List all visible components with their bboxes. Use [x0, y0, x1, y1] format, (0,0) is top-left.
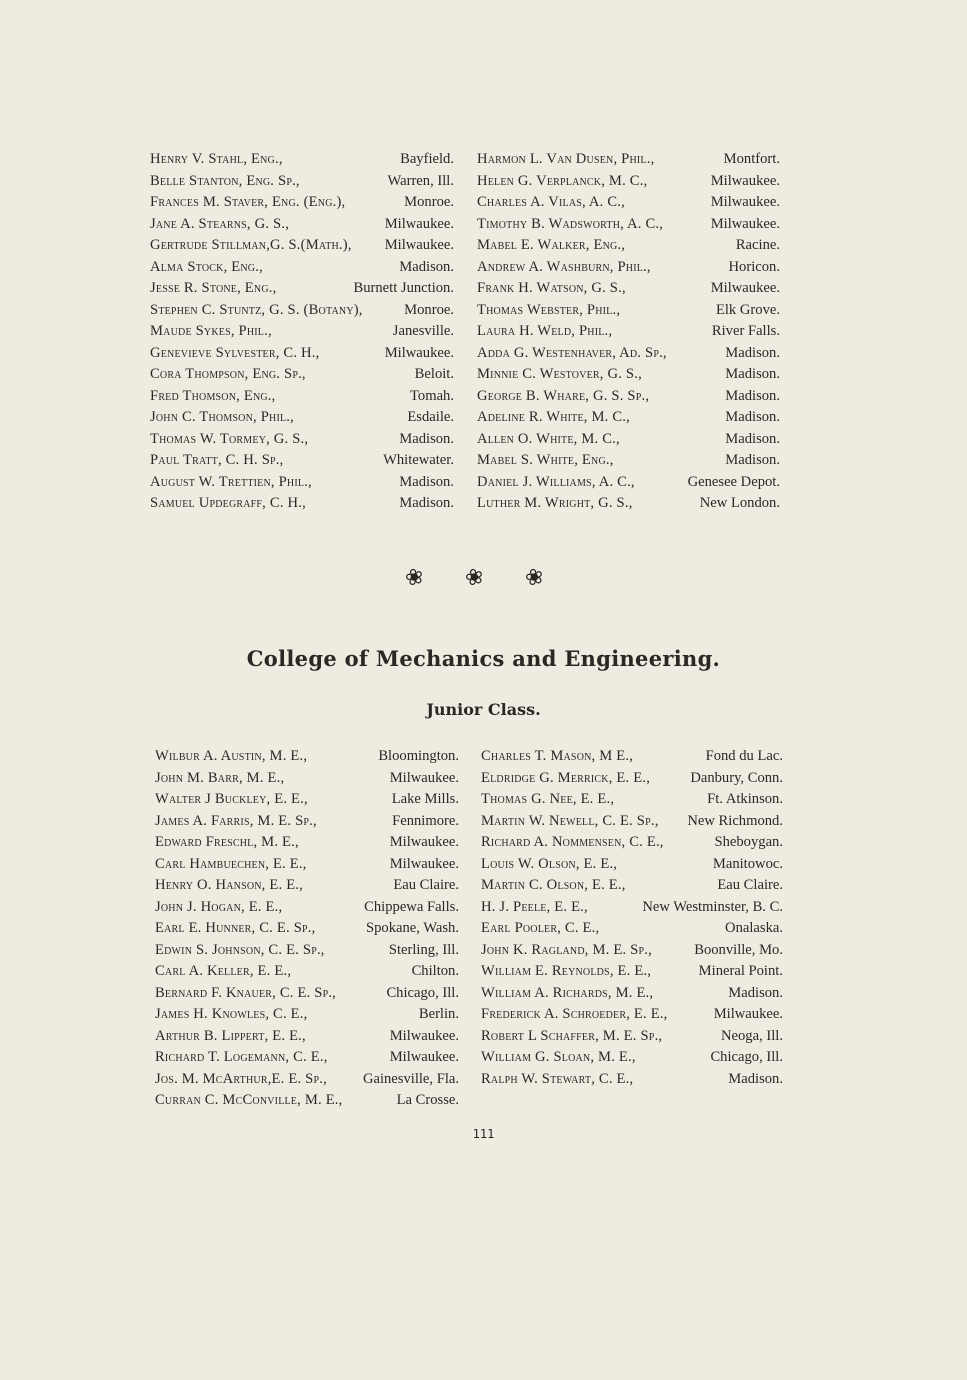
- roster-entry: [150, 429, 454, 451]
- flower-icon: ❀: [462, 557, 505, 592]
- student-hometown: Bayfield.: [400, 151, 454, 167]
- student-hometown: Ft. Atkinson.: [707, 791, 783, 807]
- student-name: Belle Stanton, Eng. Sp.,: [150, 172, 300, 189]
- student-name: John M. Barr, M. E.,: [155, 769, 285, 786]
- roster-entry: [477, 300, 780, 322]
- roster-entry: [150, 300, 454, 322]
- student-name: Henry O. Hanson, E. E.,: [155, 877, 304, 893]
- student-name: George B. Whare, G. S. Sp.,: [477, 387, 650, 404]
- student-hometown: Genesee Depot.: [687, 473, 780, 490]
- roster-entry: [150, 278, 454, 300]
- student-hometown: Fond du Lac.: [705, 748, 783, 764]
- roster-entry: [481, 789, 783, 811]
- student-hometown: Milwaukee.: [384, 237, 454, 253]
- student-name: Richard A. Nommensen, C. E.,: [481, 834, 664, 850]
- student-name: Martin C. Olson, E. E.,: [481, 877, 626, 893]
- roster-entry: [150, 257, 454, 279]
- student-name: Frederick A. Schroeder, E. E.,: [481, 1006, 668, 1022]
- student-hometown: Chippewa Falls.: [364, 898, 459, 915]
- roster-entry: [481, 811, 783, 833]
- student-hometown: Milwaukee.: [389, 769, 459, 786]
- student-name: Ralph W. Stewart, C. E.,: [481, 1070, 634, 1087]
- roster-column-top-left: [150, 149, 454, 515]
- roster-entry: [150, 171, 454, 193]
- roster-entry: [155, 1026, 459, 1048]
- student-name: Earl Pooler, C. E.,: [481, 920, 600, 936]
- roster-entry: [477, 364, 780, 386]
- roster-entry: [155, 789, 459, 811]
- roster-entry: [155, 768, 459, 790]
- roster-entry: [155, 940, 459, 962]
- student-name: Richard T. Logemann, C. E.,: [155, 1049, 328, 1065]
- roster-column-bottom-right: [481, 746, 783, 1090]
- student-hometown: Madison.: [725, 366, 780, 382]
- student-name: Bernard F. Knauer, C. E. Sp.,: [155, 984, 337, 1001]
- student-hometown: New Richmond.: [687, 812, 783, 829]
- student-hometown: Whitewater.: [383, 452, 454, 468]
- student-name: James A. Farris, M. E. Sp.,: [155, 812, 317, 829]
- student-name: William E. Reynolds, E. E.,: [481, 963, 652, 979]
- roster-entry: [481, 1069, 783, 1091]
- student-hometown: Milwaukee.: [710, 194, 780, 210]
- roster-entry: [477, 171, 780, 193]
- student-name: H. J. Peele, E. E.,: [481, 898, 588, 915]
- roster-entry: [155, 983, 459, 1005]
- roster-entry: [155, 811, 459, 833]
- student-hometown: Sterling, Ill.: [388, 941, 459, 958]
- roster-entry: [155, 875, 459, 897]
- student-hometown: Eau Claire.: [393, 877, 459, 893]
- roster-entry: [150, 450, 454, 472]
- student-name: Edwin S. Johnson, C. E. Sp.,: [155, 941, 325, 958]
- student-hometown: Madison.: [399, 495, 454, 511]
- roster-entry: [150, 493, 454, 515]
- student-hometown: Elk Grove.: [715, 301, 780, 318]
- student-name: Henry V. Stahl, Eng.,: [150, 151, 283, 167]
- student-hometown: Racine.: [735, 237, 780, 253]
- roster-entry: [477, 493, 780, 515]
- roster-entry: [481, 875, 783, 897]
- roster-entry: [477, 386, 780, 408]
- student-name: Edward Freschl, M. E.,: [155, 834, 299, 850]
- student-name: Walter J Buckley, E. E.,: [155, 791, 308, 807]
- roster-entry: [477, 450, 780, 472]
- student-hometown: Janesville.: [392, 323, 454, 339]
- student-name: William A. Richards, M. E.,: [481, 984, 654, 1001]
- student-name: Eldridge G. Merrick, E. E.,: [481, 769, 651, 786]
- student-name: Jos. M. McArthur,E. E. Sp.,: [155, 1070, 327, 1087]
- student-name: William G. Sloan, M. E.,: [481, 1049, 636, 1065]
- roster-entry: [155, 746, 459, 768]
- roster-entry: [477, 235, 780, 257]
- student-hometown: Onalaska.: [725, 920, 783, 936]
- roster-entry: [481, 1047, 783, 1069]
- student-name: Alma Stock, Eng.,: [150, 258, 263, 275]
- student-name: Laura H. Weld, Phil.,: [477, 323, 613, 339]
- student-hometown: Madison.: [725, 430, 780, 447]
- roster-entry: [150, 235, 454, 257]
- page-number: 111: [472, 1127, 495, 1141]
- student-name: John C. Thomson, Phil.,: [150, 409, 294, 425]
- student-name: Frances M. Staver, Eng. (Eng.),: [150, 194, 346, 210]
- roster-entry: [477, 149, 780, 171]
- student-hometown: New Westminster, B. C.: [642, 898, 783, 915]
- section-title: College of Mechanics and Engineering.: [246, 646, 721, 671]
- student-hometown: Madison.: [728, 1070, 783, 1087]
- roster-entry: [477, 343, 780, 365]
- student-hometown: Madison.: [728, 984, 783, 1001]
- roster-entry: [481, 768, 783, 790]
- class-subtitle: Junior Class.: [426, 700, 541, 719]
- roster-entry: [481, 746, 783, 768]
- roster-entry: [477, 278, 780, 300]
- student-hometown: Montfort.: [723, 151, 780, 167]
- student-name: Adeline R. White, M. C.,: [477, 409, 630, 425]
- student-hometown: Spokane, Wash.: [366, 920, 459, 936]
- roster-entry: [477, 429, 780, 451]
- roster-entry: [150, 192, 454, 214]
- student-name: Adda G. Westenhaver, Ad. Sp.,: [477, 344, 667, 361]
- student-name: Helen G. Verplanck, M. C.,: [477, 172, 648, 189]
- student-hometown: Sheboygan.: [714, 834, 783, 850]
- student-name: Daniel J. Williams, A. C.,: [477, 473, 635, 490]
- student-name: Genevieve Sylvester, C. H.,: [150, 344, 320, 361]
- student-name: Charles A. Vilas, A. C.,: [477, 194, 625, 210]
- student-hometown: Monroe.: [404, 194, 454, 210]
- student-hometown: Manitowoc.: [712, 855, 783, 872]
- student-hometown: Berlin.: [418, 1006, 459, 1022]
- student-name: Allen O. White, M. C.,: [477, 430, 620, 447]
- roster-entry: [481, 961, 783, 983]
- student-hometown: Danbury, Conn.: [690, 769, 783, 786]
- student-hometown: Milwaukee.: [384, 215, 454, 232]
- student-hometown: Burnett Junction.: [353, 280, 454, 296]
- student-hometown: Milwaukee.: [389, 834, 459, 850]
- student-hometown: Tomah.: [410, 387, 454, 404]
- student-hometown: Warren, Ill.: [387, 172, 454, 189]
- student-name: Timothy B. Wadsworth, A. C.,: [477, 215, 664, 232]
- student-name: August W. Trettien, Phil.,: [150, 473, 312, 490]
- student-hometown: Eau Claire.: [717, 877, 783, 893]
- student-hometown: Madison.: [725, 344, 780, 361]
- student-hometown: Beloit.: [414, 366, 454, 382]
- student-name: Stephen C. Stuntz, G. S. (Botany),: [150, 301, 363, 318]
- student-hometown: Esdaile.: [407, 409, 454, 425]
- roster-entry: [155, 1047, 459, 1069]
- student-name: Mabel E. Walker, Eng.,: [477, 237, 626, 253]
- student-hometown: Madison.: [399, 258, 454, 275]
- student-hometown: Horicon.: [728, 258, 780, 275]
- student-name: Andrew A. Washburn, Phil.,: [477, 258, 651, 275]
- student-hometown: Milwaukee.: [389, 1027, 459, 1044]
- student-name: Thomas Webster, Phil.,: [477, 301, 621, 318]
- roster-entry: [150, 386, 454, 408]
- student-name: Thomas W. Tormey, G. S.,: [150, 430, 309, 447]
- roster-entry: [481, 918, 783, 940]
- student-name: Cora Thompson, Eng. Sp.,: [150, 366, 306, 382]
- roster-entry: [155, 1004, 459, 1026]
- roster-entry: [150, 214, 454, 236]
- student-hometown: Milwaukee.: [713, 1006, 783, 1022]
- roster-entry: [150, 364, 454, 386]
- student-name: Frank H. Watson, G. S.,: [477, 280, 626, 296]
- roster-entry: [481, 1004, 783, 1026]
- student-name: Mabel S. White, Eng.,: [477, 452, 614, 468]
- student-name: John J. Hogan, E. E.,: [155, 898, 283, 915]
- student-name: Martin W. Newell, C. E. Sp.,: [481, 812, 659, 829]
- student-name: Curran C. McConville, M. E.,: [155, 1092, 343, 1108]
- student-name: Paul Tratt, C. H. Sp.,: [150, 452, 284, 468]
- roster-entry: [477, 472, 780, 494]
- student-name: Harmon L. Van Dusen, Phil.,: [477, 151, 655, 167]
- roster-entry: [481, 1026, 783, 1048]
- roster-entry: [481, 854, 783, 876]
- roster-entry: [150, 149, 454, 171]
- student-hometown: Chilton.: [411, 963, 459, 979]
- roster-entry: [477, 192, 780, 214]
- student-hometown: Milwaukee.: [389, 855, 459, 872]
- student-hometown: Mineral Point.: [698, 963, 783, 979]
- student-name: Wilbur A. Austin, M. E.,: [155, 748, 308, 764]
- roster-entry: [150, 407, 454, 429]
- roster-column-top-right: [477, 149, 780, 515]
- student-hometown: Neoga, Ill.: [720, 1027, 783, 1044]
- student-name: Luther M. Wright, G. S.,: [477, 495, 633, 511]
- student-hometown: Milwaukee.: [710, 215, 780, 232]
- student-hometown: Chicago, Ill.: [386, 984, 459, 1001]
- roster-entry: [481, 983, 783, 1005]
- student-hometown: New London.: [699, 495, 780, 511]
- student-name: Jesse R. Stone, Eng.,: [150, 280, 277, 296]
- student-name: Carl Hambuechen, E. E.,: [155, 855, 307, 872]
- student-name: Thomas G. Nee, E. E.,: [481, 791, 615, 807]
- student-name: Minnie C. Westover, G. S.,: [477, 366, 642, 382]
- roster-entry: [481, 897, 783, 919]
- student-name: Robert L Schaffer, M. E. Sp.,: [481, 1027, 663, 1044]
- flower-icon: ❀: [522, 557, 565, 592]
- roster-entry: [155, 897, 459, 919]
- student-name: Gertrude Stillman,G. S.(Math.),: [150, 237, 352, 253]
- roster-entry: [477, 214, 780, 236]
- roster-entry: [155, 961, 459, 983]
- student-hometown: Milwaukee.: [710, 172, 780, 189]
- roster-entry: [150, 321, 454, 343]
- student-hometown: La Crosse.: [396, 1092, 459, 1108]
- student-name: James H. Knowles, C. E.,: [155, 1006, 308, 1022]
- roster-entry: [155, 854, 459, 876]
- student-hometown: Milwaukee.: [389, 1049, 459, 1065]
- roster-entry: [155, 832, 459, 854]
- student-name: John K. Ragland, M. E. Sp.,: [481, 941, 652, 958]
- student-hometown: Madison.: [725, 409, 780, 425]
- student-name: Maude Sykes, Phil.,: [150, 323, 272, 339]
- student-hometown: Chicago, Ill.: [710, 1049, 783, 1065]
- flower-icon: ❀: [402, 557, 445, 592]
- student-name: Earl E. Hunner, C. E. Sp.,: [155, 920, 316, 936]
- roster-entry: [477, 407, 780, 429]
- roster-entry: [477, 321, 780, 343]
- student-hometown: River Falls.: [711, 323, 780, 339]
- student-hometown: Monroe.: [404, 301, 454, 318]
- student-hometown: Milwaukee.: [710, 280, 780, 296]
- student-name: Carl A. Keller, E. E.,: [155, 963, 292, 979]
- student-hometown: Madison.: [725, 452, 780, 468]
- student-hometown: Fennimore.: [392, 812, 459, 829]
- roster-entry: [155, 918, 459, 940]
- roster-column-bottom-left: [155, 746, 459, 1112]
- student-hometown: Gainesville, Fla.: [362, 1070, 459, 1087]
- roster-entry: [481, 940, 783, 962]
- ornament-divider: [0, 557, 967, 592]
- roster-entry: [477, 257, 780, 279]
- roster-entry: [150, 343, 454, 365]
- student-hometown: Milwaukee.: [384, 344, 454, 361]
- student-name: Louis W. Olson, E. E.,: [481, 855, 618, 872]
- student-hometown: Madison.: [399, 473, 454, 490]
- student-name: Arthur B. Lippert, E. E.,: [155, 1027, 306, 1044]
- roster-entry: [150, 472, 454, 494]
- student-hometown: Bloomington.: [378, 748, 459, 764]
- student-hometown: Madison.: [399, 430, 454, 447]
- student-hometown: Lake Mills.: [391, 791, 459, 807]
- roster-entry: [481, 832, 783, 854]
- roster-entry: [155, 1090, 459, 1112]
- student-name: Fred Thomson, Eng.,: [150, 387, 276, 404]
- student-hometown: Madison.: [725, 387, 780, 404]
- student-hometown: Boonville, Mo.: [694, 941, 783, 958]
- student-name: Charles T. Mason, M E.,: [481, 748, 634, 764]
- roster-entry: [155, 1069, 459, 1091]
- student-name: Samuel Updegraff, C. H.,: [150, 495, 306, 511]
- student-name: Jane A. Stearns, G. S.,: [150, 215, 290, 232]
